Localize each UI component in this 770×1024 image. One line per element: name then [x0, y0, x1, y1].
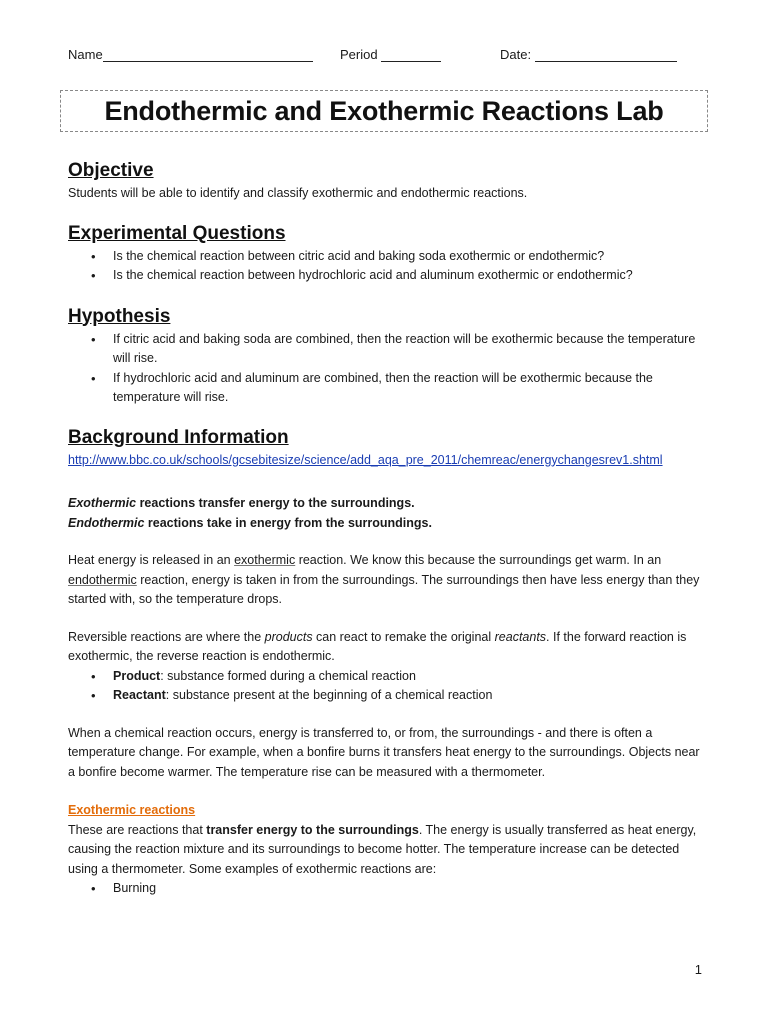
name-blank[interactable] [103, 47, 313, 62]
text-run: . If the forward reaction is exothermic, the reverse reaction is endothermic. [68, 629, 687, 663]
page-title: Endothermic and Exothermic Reactions Lab [104, 95, 664, 126]
reactants-term: reactants [494, 629, 547, 644]
definition-term: Reactant [113, 688, 166, 702]
exothermic-para [68, 821, 700, 880]
list-item: • Is the chemical reaction between citric acid and baking soda exothermic or endothermic? [113, 247, 700, 267]
background-para-2 [68, 628, 700, 667]
text-run: Reversible reactions are where the [68, 629, 265, 644]
hypothesis-heading: Hypothesis [68, 305, 171, 327]
definition-item [113, 667, 700, 687]
objective-heading: Objective [68, 160, 154, 181]
exo-summary [68, 494, 700, 514]
definitions-list [68, 667, 700, 706]
background-link[interactable]: http://www.bbc.co.uk/schools/gcsebitesize/science/add_aqa_pre_2011/chemreac/energychangesrev1.shtml [68, 452, 663, 467]
exothermic-reactions-heading: Exothermic reactions [68, 803, 196, 817]
page-number: 1 [694, 962, 702, 977]
date-field [500, 47, 677, 62]
definition-text: : substance present at the beginning of a chemical reaction [165, 688, 493, 702]
background-heading: Background Information [68, 426, 289, 448]
endo-summary-text: reactions take in energy from the surroundings. [144, 515, 432, 530]
text-run: reaction. We know this because the surroundings get warm. In an [295, 553, 662, 567]
title-box [60, 90, 708, 132]
exo-term: Exothermic [68, 496, 137, 510]
date-label: Date: [500, 47, 532, 62]
header-fields [68, 47, 688, 67]
name-label: Name [68, 47, 103, 62]
list-item: • Is the chemical reaction between hydrochloric acid and aluminum exothermic or endothermic? [113, 266, 700, 286]
definition-text: : substance formed during a chemical reaction [160, 668, 416, 683]
list-item: • If citric acid and baking soda are combined, then the reaction will be exothermic because the temperature will rise. [113, 330, 700, 369]
endo-summary [68, 514, 700, 534]
background-para-1 [68, 551, 700, 610]
endo-term: Endothermic [68, 515, 145, 530]
objective-text: Students will be able to identify and classify exothermic and endothermic reactions. [68, 186, 528, 200]
list-item: • Burning [113, 879, 700, 899]
exothermic-examples-list [68, 879, 700, 899]
exothermic-link-text: exothermic [234, 553, 296, 567]
products-term: products [264, 629, 313, 644]
text-run: . The energy is usually transferred as heat energy, causing the reaction mixture and its surroundings to become hotter. The temperature increase can be detected using a thermometer. Some examples of exothermic reactions are: [68, 822, 697, 876]
list-item: • If hydrochloric acid and aluminum are combined, then the reaction will be exothermic because the temperature will rise. [113, 369, 700, 408]
name-field [68, 47, 313, 62]
endothermic-link-text: endothermic [68, 572, 137, 587]
period-field [340, 47, 441, 62]
background-link-line [68, 451, 700, 471]
text-run: Heat energy is released in an [68, 553, 235, 567]
text-run: reaction, energy is taken in from the surroundings. The surroundings then have less energy than they started with, so the temperature drops. [68, 572, 700, 606]
hypothesis-list [68, 330, 700, 408]
definition-term: Product [113, 668, 161, 683]
text-run: These are reactions that [68, 822, 207, 837]
questions-heading: Experimental Questions [68, 222, 286, 244]
background-para-3: When a chemical reaction occurs, energy is transferred to, or from, the surroundings - and there is often a temperature change. For example, when a bonfire burns it transfers heat energy to the surroundings. Objects near a bonfire become warmer. The temperature rise can be measured with a thermometer. [68, 725, 700, 779]
definition-item [113, 686, 700, 706]
period-label: Period [340, 47, 378, 62]
exothermic-bold-phrase: transfer energy to the surroundings [206, 822, 419, 837]
date-blank[interactable] [535, 47, 677, 62]
exo-summary-text: reactions transfer energy to the surroundings. [136, 496, 415, 510]
document-body [68, 158, 700, 899]
period-blank[interactable] [381, 47, 441, 62]
text-run: can react to remake the original [312, 629, 495, 644]
questions-list [68, 247, 700, 286]
